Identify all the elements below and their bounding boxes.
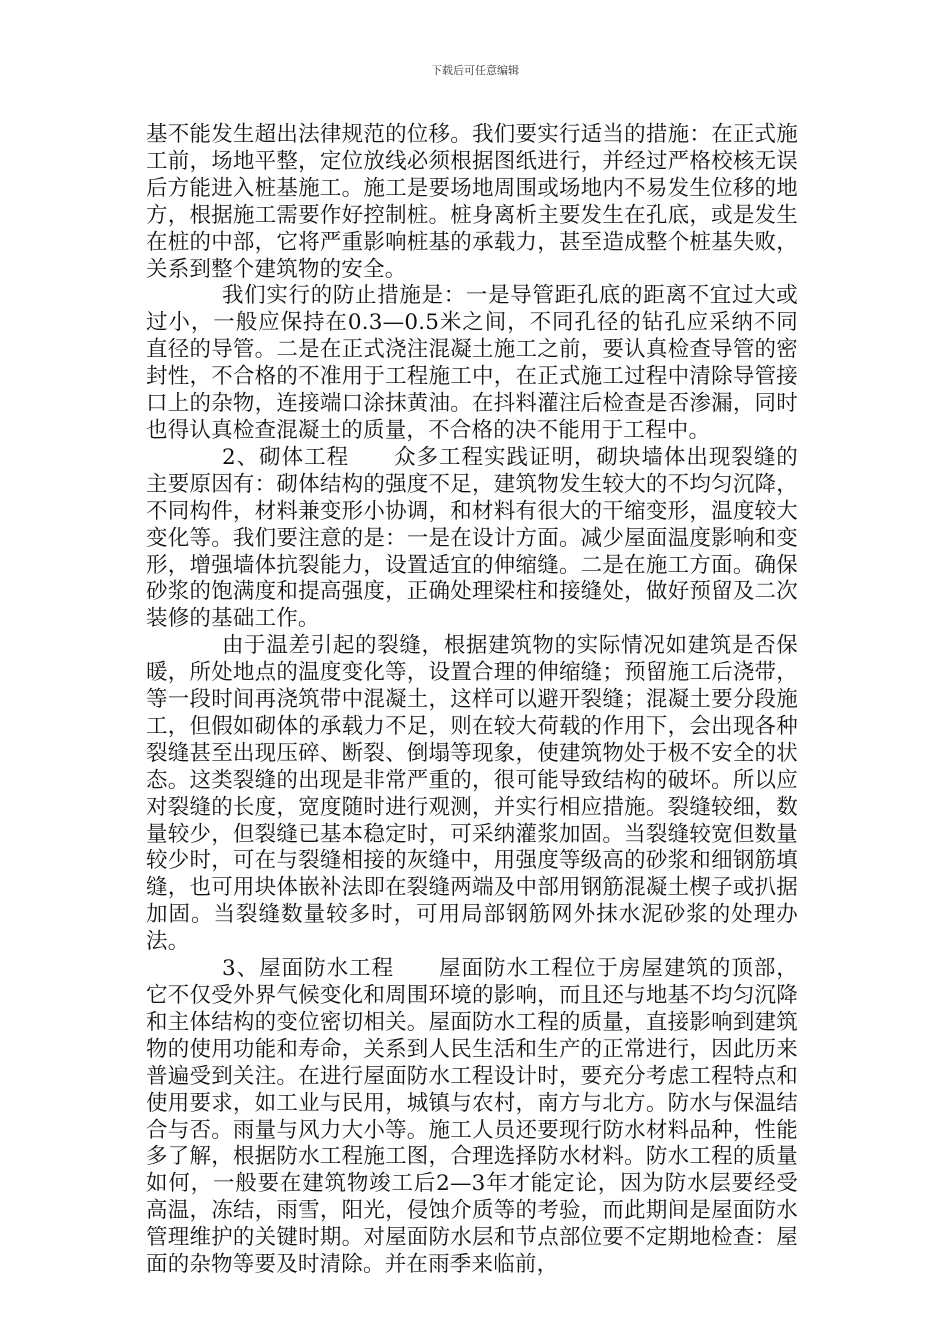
paragraph-masonry-works	[146, 445, 798, 633]
page-header: 下载后可任意编辑	[431, 64, 519, 77]
paragraph-text: 基不能发生超出法律规范的位移。我们要实行适当的措施：在正式施工前，场地平整，定位放线必须根据图纸进行，并经过严格校核无误后方能进入桩基施工。施工是要场地周围或场地内不易发生位移的地方，根据施工需要作好控制桩。桩身离析主要发生在孔底，或是发生在桩的中部，它将严重影响桩基的承载力，甚至造成整个桩基失败，关系到整个建筑物的安全。	[146, 122, 798, 282]
paragraph-pile-foundation	[146, 122, 798, 283]
paragraph-text: 众多工程实践证明，砌块墙体出现裂缝的主要原因有：砌体结构的强度不足，建筑物发生较大的不均匀沉降，不同构件，材料兼变形小协调，和材料有很大的干缩变形，温度较大变化等。我们要注意的是：一是在设计方面。减少屋面温度影响和变形，增强墙体抗裂能力，设置适宜的伸缩缝。二是在施工方面。确保砂浆的饱满度和提高强度，正确处理梁柱和接缝处，做好预留及二次装修的基础工作。	[146, 444, 798, 632]
paragraph-temperature-cracks	[146, 633, 798, 956]
paragraph-text: 由于温差引起的裂缝，根据建筑物的实际情况如建筑是否保暖，所处地点的温度变化等，设置合理的伸缩缝；预留施工后浇带，等一段时间再浇筑带中混凝土，这样可以避开裂缝；混凝土要分段施工，但假如砌体的承载力不足，则在较大荷载的作用下，会出现各种裂缝甚至出现压碎、断裂、倒塌等现象，使建筑物处于极不安全的状态。这类裂缝的出现是非常严重的，很可能导致结构的破坏。所以应对裂缝的长度，宽度随时进行观测，并实行相应措施。裂缝较细，数量较少，但裂缝已基本稳定时，可采纳灌浆加固。当裂缝较宽但数量较少时，可在与裂缝相接的灰缝中，用强度等级高的砂浆和细钢筋填缝，也可用块体嵌补法即在裂缝两端及中部用钢筋混凝土楔子或扒据加固。当裂缝数量较多时，可用局部钢筋网外抹水泥砂浆的处理办法。	[146, 633, 798, 955]
paragraph-roof-waterproofing	[146, 956, 798, 1279]
paragraph-prevention-measures	[146, 283, 798, 444]
paragraph-text: 我们实行的防止措施是：一是导管距孔底的距离不宜过大或过小，一般应保持在0.3—0.5米之间，不同孔径的钻孔应采纳不同直径的导管。二是在正式浇注混凝土施工之前，要认真检查导管的密封性，不合格的不准用于工程施工中，在正式施工过程中清除导管接口上的杂物，连接端口涂抹黄油。在抖料灌注后检查是否渗漏，同时也得认真检查混凝土的质量，不合格的决不能用于工程中。	[146, 283, 798, 443]
section-heading: 2、砌体工程	[222, 444, 395, 470]
section-heading: 3、屋面防水工程	[222, 956, 440, 982]
paragraph-text: 屋面防水工程位于房屋建筑的顶部，它不仅受外界气候变化和周围环境的影响，而且还与地基不均匀沉降和主体结构的变位密切相关。屋面防水工程的质量，直接影响到建筑物的使用功能和寿命，关系到人民生活和生产的正常进行，因此历来普遍受到关注。在进行屋面防水工程设计时，要充分考虑工程特点和使用要求，如工业与民用，城镇与农村，南方与北方。防水与保温结合与否。雨量与风力大小等。施工人员还要现行防水材料品种，性能多了解，根据防水工程施工图，合理选择防水材料。防水工程的质量如何，一般要在建筑物竣工后2—3年才能定论，因为防水层要经受高温，冻结，雨雪，阳光，侵蚀介质等的考验，而此期间是屋面防水管理维护的关键时期。对屋面防水层和节点部位要不定期地检查：屋面的杂物等要及时清除。并在雨季来临前，	[146, 956, 798, 1278]
document-body	[146, 122, 798, 1279]
